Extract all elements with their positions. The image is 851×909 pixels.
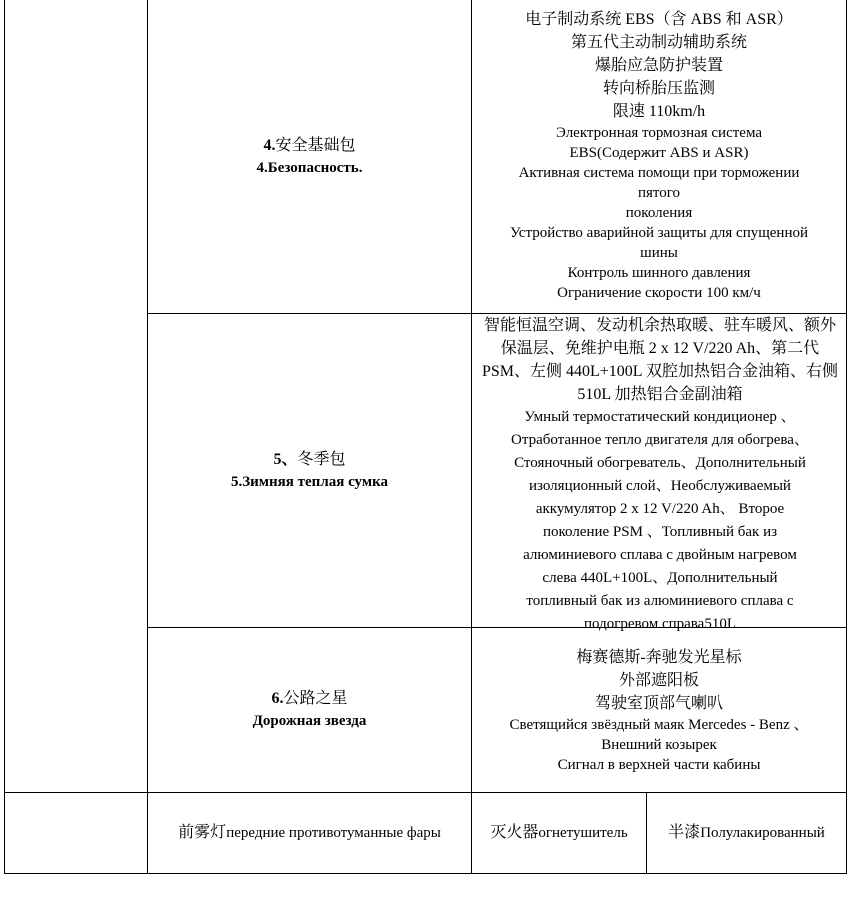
half-paint-zh: 半漆	[668, 824, 701, 841]
safety-zh-line: 电子制动系统 EBS（含 ABS 和 ASR）	[525, 11, 793, 28]
specs-table	[4, 0, 847, 874]
safety-ru-line: Устройство аварийной защиты для спущенной	[509, 225, 809, 241]
safety-ru-line: EBS(Содержит ABS и ASR)	[569, 145, 749, 161]
winter-ru-line: подогревом справа510L	[583, 616, 737, 632]
safety-zh-line: 第五代主动制动辅助系统	[570, 34, 747, 51]
safety-ru-line: поколения	[625, 205, 693, 221]
winter-ru-line: Отработанное тепло двигателя для обогрева、	[511, 432, 809, 448]
border-right	[846, 0, 847, 874]
safety-ru-line: Контроль шинного давления	[567, 265, 751, 281]
row-roadstar-content	[472, 628, 846, 792]
safety-title-zh: 4.安全基础包	[263, 136, 356, 154]
winter-title-ru: 5.Зимняя теплая сумка	[231, 473, 388, 490]
border-bottom	[4, 873, 847, 874]
winter-ru-line: Стояночный обогреватель、Дополнительный	[514, 455, 806, 471]
border-left	[4, 0, 5, 874]
winter-title-zh: 5、冬季包	[273, 450, 346, 468]
fog-lights-ru: передние противотуманные фары	[226, 825, 441, 841]
winter-ru-line: алюминиевого сплава с двойным нагревом	[523, 547, 797, 563]
safety-ru-line: Активная система помощи при торможении	[518, 165, 800, 181]
row-roadstar-title	[148, 628, 471, 792]
safety-zh-line: 转向桥胎压监测	[602, 80, 715, 97]
roadstar-ru-line: Сигнал в верхней части кабины	[557, 756, 761, 773]
roadstar-ru-line: Светящийся звёздный маяк Mercedes - Benz 、	[509, 716, 809, 733]
bottom-cell-fog-lights	[148, 793, 471, 873]
roadstar-ru-line: Внешний козырек	[601, 736, 717, 753]
bottom-cell-extinguisher	[472, 793, 646, 873]
winter-ru-line: Умный термостатический кондиционер 、	[524, 409, 796, 425]
row-safety-content	[472, 8, 846, 308]
roadstar-zh-line: 驾驶室顶部气喇叭	[594, 694, 723, 712]
row-winter-content	[478, 314, 842, 632]
safety-ru-line: шины	[640, 245, 678, 261]
safety-ru-line: Электронная тормозная система	[555, 125, 763, 141]
safety-zh-line: 爆胎应急防护装置	[594, 57, 723, 74]
row-winter-title	[148, 314, 471, 627]
roadstar-zh-line: 梅赛德斯-奔驰发光星标	[576, 648, 742, 666]
winter-ru-line: аккумулятор 2 x 12 V/220 Ah、 Второе	[535, 501, 785, 517]
safety-ru-line: Ограничение скорости 100 км/ч	[557, 285, 761, 301]
extinguisher-ru: огнетушитель	[538, 825, 628, 841]
half-paint-ru: Полулакированный	[700, 825, 825, 841]
roadstar-zh-line: 外部遮阳板	[618, 671, 699, 689]
safety-zh-line: 限速 110km/h	[612, 103, 706, 120]
winter-zh-text: 智能恒温空调、发动机余热取暖、驻车暖风、额外保温层、免维护电瓶 2 x 12 V/220 Ah、第二代 PSM、左侧 440L+100L 双腔加热铝合金油箱、右侧 510L 加热铝合金副油箱	[481, 317, 838, 403]
bottom-cell-half-paint	[647, 793, 846, 873]
winter-ru-line: изоляционный слой、Необслуживаемый	[529, 478, 791, 494]
safety-ru-line: пятого	[637, 185, 681, 201]
roadstar-title-ru: Дорожная звезда	[252, 713, 367, 729]
row-safety-title	[148, 0, 471, 313]
winter-ru-line: поколение PSM 、Топливный бак из	[542, 524, 778, 540]
fog-lights-zh: 前雾灯	[178, 824, 227, 841]
winter-ru-line: топливный бак из алюминиевого сплава с	[526, 593, 794, 609]
roadstar-title-zh: 6.公路之星	[271, 690, 348, 707]
winter-ru-line: слева 440L+100L、Дополнительный	[542, 570, 778, 586]
extinguisher-zh: 灭火器	[490, 824, 539, 841]
safety-title-ru: 4.Безопасность.	[256, 159, 363, 176]
